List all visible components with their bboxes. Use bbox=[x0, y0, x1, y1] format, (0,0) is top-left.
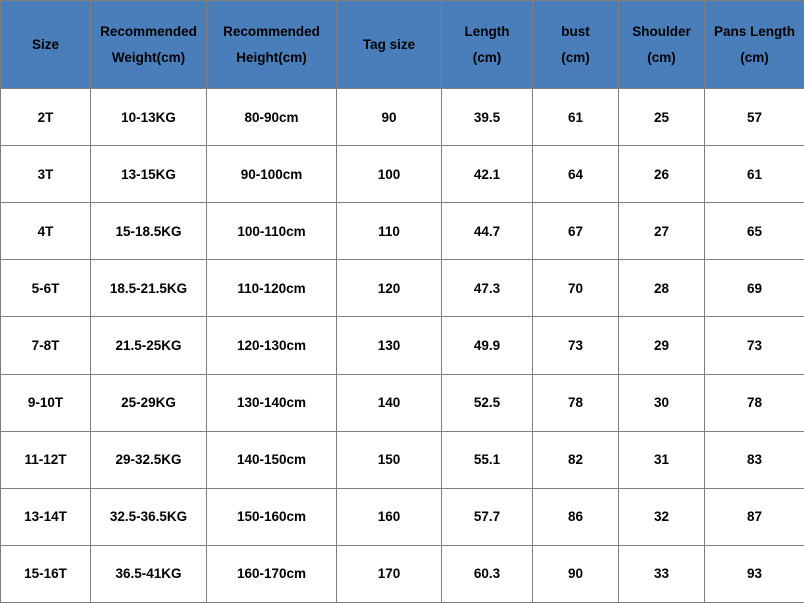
cell-size: 9-10T bbox=[1, 374, 91, 431]
cell-pans-length: 93 bbox=[705, 545, 804, 602]
column-header-line1: Recommended bbox=[100, 23, 197, 39]
cell-tag-size: 130 bbox=[337, 317, 442, 374]
table-row bbox=[1, 374, 804, 431]
cell-shoulder: 26 bbox=[619, 146, 705, 203]
cell-shoulder: 31 bbox=[619, 431, 705, 488]
cell-length: 49.9 bbox=[442, 317, 533, 374]
header-row bbox=[1, 1, 804, 89]
cell-recommended-weight: 36.5-41KG bbox=[91, 545, 207, 602]
cell-length: 52.5 bbox=[442, 374, 533, 431]
cell-tag-size: 160 bbox=[337, 488, 442, 545]
column-header-line1: bust bbox=[561, 23, 590, 39]
cell-recommended-height: 120-130cm bbox=[207, 317, 337, 374]
cell-size: 5-6T bbox=[1, 260, 91, 317]
column-header-line2: Weight(cm) bbox=[111, 49, 186, 65]
column-header-line1: Recommended bbox=[223, 23, 320, 39]
cell-tag-size: 140 bbox=[337, 374, 442, 431]
cell-recommended-weight: 21.5-25KG bbox=[91, 317, 207, 374]
cell-tag-size: 150 bbox=[337, 431, 442, 488]
cell-pans-length: 78 bbox=[705, 374, 804, 431]
column-header-tag-size bbox=[337, 1, 442, 89]
cell-recommended-height: 140-150cm bbox=[207, 431, 337, 488]
column-header-line2: (cm) bbox=[647, 49, 676, 65]
cell-bust: 78 bbox=[533, 374, 619, 431]
cell-length: 55.1 bbox=[442, 431, 533, 488]
cell-shoulder: 29 bbox=[619, 317, 705, 374]
cell-tag-size: 100 bbox=[337, 146, 442, 203]
column-header-line1: Size bbox=[31, 36, 59, 52]
cell-length: 39.5 bbox=[442, 89, 533, 146]
cell-pans-length: 61 bbox=[705, 146, 804, 203]
cell-length: 42.1 bbox=[442, 146, 533, 203]
table-body bbox=[1, 89, 804, 603]
cell-recommended-height: 90-100cm bbox=[207, 146, 337, 203]
column-header-line2: Height(cm) bbox=[236, 49, 307, 65]
table-row bbox=[1, 545, 804, 602]
cell-recommended-weight: 25-29KG bbox=[91, 374, 207, 431]
cell-recommended-height: 110-120cm bbox=[207, 260, 337, 317]
table-row bbox=[1, 89, 804, 146]
cell-bust: 67 bbox=[533, 203, 619, 260]
cell-tag-size: 120 bbox=[337, 260, 442, 317]
cell-size: 3T bbox=[1, 146, 91, 203]
cell-size: 15-16T bbox=[1, 545, 91, 602]
cell-tag-size: 110 bbox=[337, 203, 442, 260]
cell-pans-length: 57 bbox=[705, 89, 804, 146]
column-header-recommended-weight bbox=[91, 1, 207, 89]
cell-length: 60.3 bbox=[442, 545, 533, 602]
cell-pans-length: 69 bbox=[705, 260, 804, 317]
cell-bust: 70 bbox=[533, 260, 619, 317]
cell-bust: 73 bbox=[533, 317, 619, 374]
cell-pans-length: 87 bbox=[705, 488, 804, 545]
table-row bbox=[1, 260, 804, 317]
column-header-line1: Tag size bbox=[362, 36, 416, 52]
cell-size: 2T bbox=[1, 89, 91, 146]
column-header-recommended-height bbox=[207, 1, 337, 89]
column-header-length bbox=[442, 1, 533, 89]
table-row bbox=[1, 203, 804, 260]
cell-recommended-height: 100-110cm bbox=[207, 203, 337, 260]
cell-shoulder: 30 bbox=[619, 374, 705, 431]
column-header-line2: (cm) bbox=[472, 49, 502, 65]
column-header-pans-length bbox=[705, 1, 804, 89]
column-header-size bbox=[1, 1, 91, 89]
cell-recommended-weight: 10-13KG bbox=[91, 89, 207, 146]
cell-recommended-height: 150-160cm bbox=[207, 488, 337, 545]
cell-recommended-weight: 32.5-36.5KG bbox=[91, 488, 207, 545]
cell-shoulder: 25 bbox=[619, 89, 705, 146]
cell-pans-length: 65 bbox=[705, 203, 804, 260]
table-row bbox=[1, 488, 804, 545]
cell-length: 44.7 bbox=[442, 203, 533, 260]
cell-bust: 64 bbox=[533, 146, 619, 203]
cell-recommended-height: 130-140cm bbox=[207, 374, 337, 431]
cell-bust: 90 bbox=[533, 545, 619, 602]
cell-size: 11-12T bbox=[1, 431, 91, 488]
cell-recommended-weight: 18.5-21.5KG bbox=[91, 260, 207, 317]
table-header bbox=[1, 1, 804, 89]
cell-shoulder: 33 bbox=[619, 545, 705, 602]
cell-pans-length: 83 bbox=[705, 431, 804, 488]
cell-bust: 61 bbox=[533, 89, 619, 146]
cell-bust: 82 bbox=[533, 431, 619, 488]
cell-size: 7-8T bbox=[1, 317, 91, 374]
column-header-line1: Length bbox=[464, 23, 510, 39]
cell-recommended-height: 160-170cm bbox=[207, 545, 337, 602]
table-row bbox=[1, 317, 804, 374]
cell-tag-size: 170 bbox=[337, 545, 442, 602]
column-header-line1: Pans Length bbox=[713, 23, 795, 39]
table-row bbox=[1, 146, 804, 203]
cell-length: 57.7 bbox=[442, 488, 533, 545]
table-row bbox=[1, 431, 804, 488]
column-header-bust bbox=[533, 1, 619, 89]
column-header-line2: (cm) bbox=[740, 49, 769, 65]
cell-pans-length: 73 bbox=[705, 317, 804, 374]
column-header-line2: (cm) bbox=[561, 49, 590, 65]
cell-recommended-weight: 13-15KG bbox=[91, 146, 207, 203]
cell-bust: 86 bbox=[533, 488, 619, 545]
cell-shoulder: 28 bbox=[619, 260, 705, 317]
cell-shoulder: 27 bbox=[619, 203, 705, 260]
column-header-line1: Shoulder bbox=[632, 23, 691, 39]
cell-size: 4T bbox=[1, 203, 91, 260]
cell-tag-size: 90 bbox=[337, 89, 442, 146]
cell-length: 47.3 bbox=[442, 260, 533, 317]
cell-size: 13-14T bbox=[1, 488, 91, 545]
cell-recommended-weight: 15-18.5KG bbox=[91, 203, 207, 260]
cell-recommended-weight: 29-32.5KG bbox=[91, 431, 207, 488]
column-header-shoulder bbox=[619, 1, 705, 89]
cell-shoulder: 32 bbox=[619, 488, 705, 545]
cell-recommended-height: 80-90cm bbox=[207, 89, 337, 146]
